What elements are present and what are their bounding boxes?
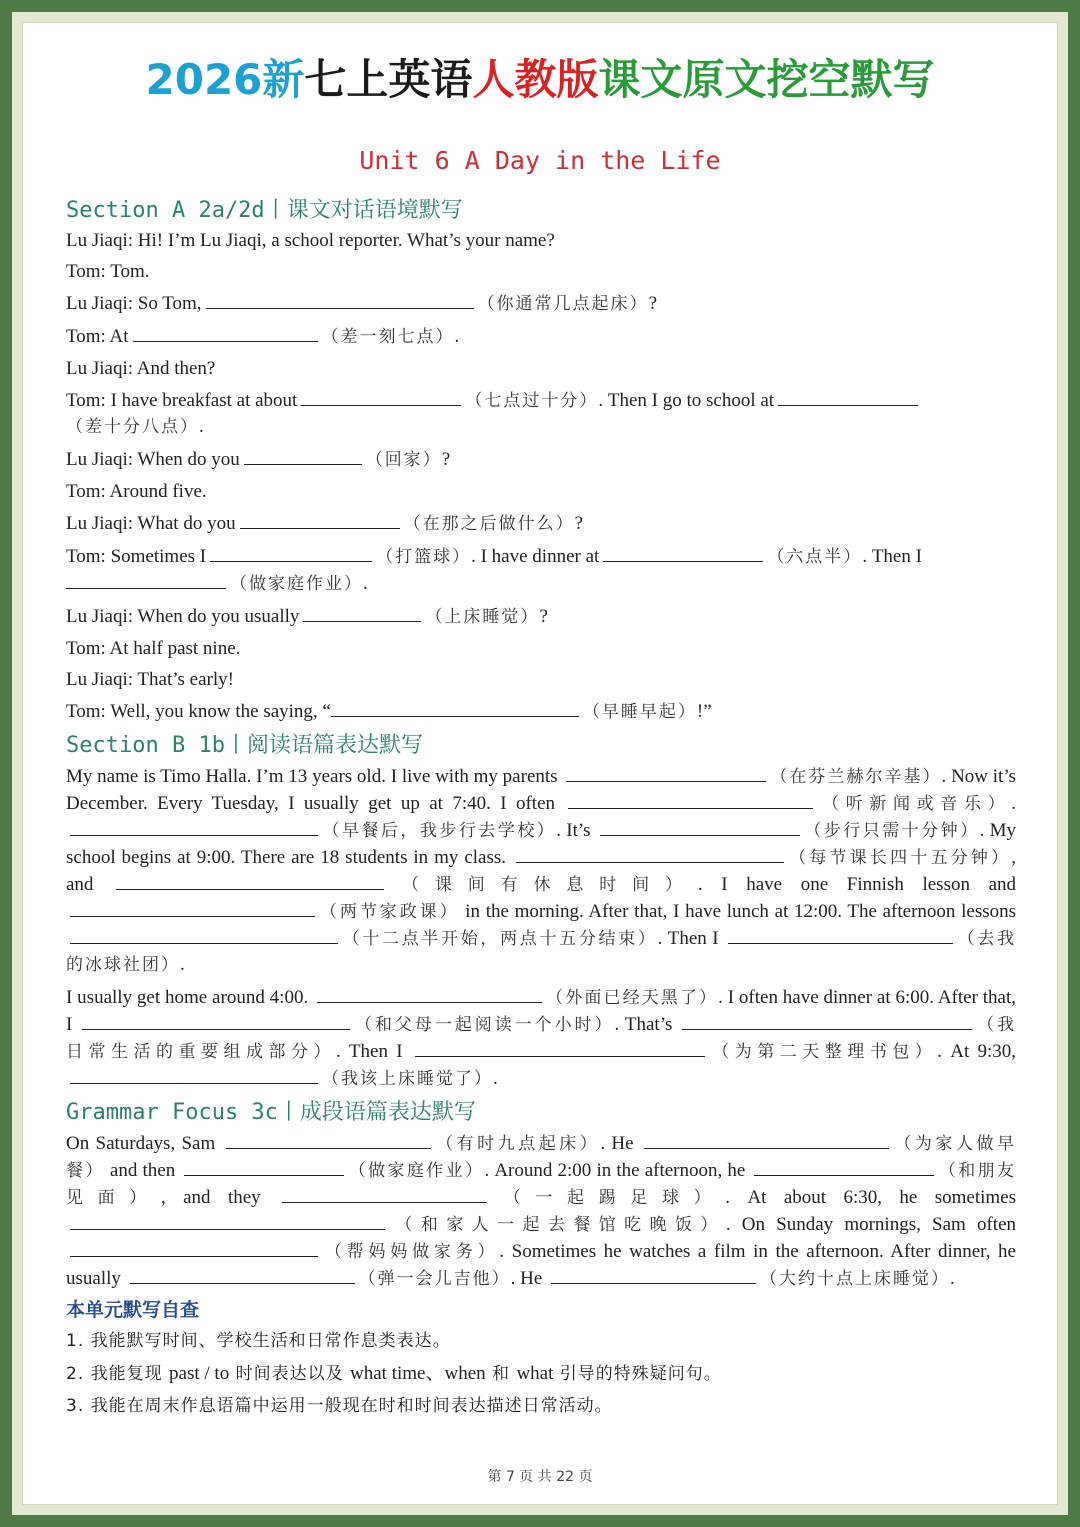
text: !” (696, 701, 712, 722)
fill-blank[interactable] (130, 1265, 355, 1284)
section-a-heading-en: Section A 2a/2d (66, 198, 265, 223)
text: . (454, 326, 460, 347)
text: . He (510, 1268, 543, 1289)
hint: （差一刻七点） (321, 327, 455, 347)
text: , and (66, 847, 1017, 895)
text: . At 9:30, (937, 1041, 1017, 1062)
hint: （六点半） (767, 547, 863, 567)
self-check-title: 本单元默写自查 (66, 1299, 200, 1321)
fill-blank[interactable] (210, 543, 372, 562)
worksheet-content (66, 196, 1016, 1426)
hint: （外面已经天黑了） (546, 988, 719, 1008)
dialogue-line: Lu Jiaqi: That’s early! (66, 669, 234, 690)
text: . At about 6:30, he sometimes (725, 1187, 1017, 1208)
text: . That’s (614, 1014, 673, 1035)
fill-blank[interactable] (184, 1157, 344, 1176)
dialogue-line (66, 446, 1016, 473)
hint: （在那之后做什么） (403, 514, 575, 534)
fill-blank[interactable] (116, 871, 384, 890)
hint: （大约十点上床睡觉） (760, 1269, 951, 1289)
dialogue-line: Tom: Around five. (66, 481, 207, 502)
hint: （听新闻或音乐） (817, 794, 1012, 814)
fill-blank[interactable] (133, 323, 318, 342)
text: what (516, 1363, 554, 1384)
fill-blank[interactable] (244, 446, 362, 465)
text: . (199, 416, 204, 437)
text: what time、when (350, 1363, 486, 1384)
page-title (0, 52, 1080, 108)
fill-blank[interactable] (70, 1065, 318, 1084)
grammar-heading-cn: 丨成段语篇表达默写 (277, 1100, 476, 1125)
text: 时间表达以及 (229, 1364, 351, 1384)
fill-blank[interactable] (70, 1211, 385, 1230)
section-b-heading-en: Section B 1b (66, 733, 225, 758)
text: . On Sunday mornings, Sam often (725, 1214, 1016, 1235)
fill-blank[interactable] (70, 1238, 318, 1257)
hint: （步行只需十分钟） (803, 821, 980, 841)
text: . (950, 1268, 955, 1289)
fill-blank[interactable] (415, 1038, 705, 1057)
hint: （上床睡觉） (425, 607, 540, 627)
title-part-subject: 七上英语 (304, 55, 473, 104)
fill-blank[interactable] (226, 1130, 431, 1149)
fill-blank[interactable] (682, 1011, 972, 1030)
fill-blank[interactable] (331, 698, 579, 717)
self-check-item-3: 3. 我能在周末作息语篇中运用一般现在时和时间表达描述日常活动。 (66, 1396, 613, 1416)
fill-blank[interactable] (566, 763, 766, 782)
hint: （和朋友见面） (66, 1161, 1017, 1208)
grammar-heading-en: Grammar Focus 3c (66, 1100, 278, 1125)
text: 2. 我能复现 (66, 1364, 170, 1384)
hint: （七点过十分） (465, 391, 599, 411)
text: ? (574, 513, 584, 534)
reading-paragraph-1 (66, 763, 1016, 978)
text: , and they (160, 1187, 261, 1208)
fill-blank[interactable] (303, 603, 421, 622)
text: 和 (485, 1364, 517, 1384)
text: ? (648, 293, 657, 314)
text: Lu Jiaqi: When do you usually (66, 606, 300, 627)
hint: （在芬兰赫尔辛基） (770, 767, 942, 787)
hint: （课间有休息时间） (388, 875, 698, 895)
text: . Around 2:00 in the afternoon, he (484, 1160, 746, 1181)
text: . He (600, 1133, 634, 1154)
text: in the morning. After that, I have lunch at 12:00. The afternoon lessons (465, 901, 1017, 922)
dialogue-line (66, 323, 1016, 350)
fill-blank[interactable] (644, 1130, 889, 1149)
fill-blank[interactable] (568, 790, 813, 809)
fill-blank[interactable] (70, 817, 318, 836)
fill-blank[interactable] (282, 1184, 487, 1203)
text: . I often have dinner at 6:00. After that, I (66, 987, 1017, 1035)
hint: （去我的冰球社团） (66, 929, 1017, 975)
unit-title: Unit 6 A Day in the Life (359, 146, 721, 175)
hint: （早餐后，我步行去学校） (322, 821, 557, 841)
dialogue-line (66, 603, 1016, 630)
hint: （早睡早起） (582, 702, 697, 722)
fill-blank[interactable] (754, 1157, 934, 1176)
dialogue-line (66, 698, 1016, 725)
hint: （我该上床睡觉了） (322, 1069, 493, 1089)
text: Tom: Sometimes I (66, 546, 207, 567)
text: I usually get home around 4:00. (66, 987, 309, 1008)
text: 引导的特殊疑问句。 (553, 1364, 722, 1384)
hint: （每节课长四十五分钟） (787, 848, 1012, 868)
hint: （我日常生活的重要组成部分） (66, 1015, 1017, 1062)
hint: （回家） (365, 450, 442, 470)
text: On Saturdays, Sam (66, 1133, 216, 1154)
text: . My school begins at 9:00. There are 18 students in my class. (66, 820, 1017, 868)
text: . Then I (862, 546, 922, 567)
section-a-heading-cn: 丨课文对话语境默写 (264, 198, 463, 223)
title-part-topic: 课文原文挖空默写 (598, 55, 935, 104)
hint: （帮妈妈做家务） (322, 1242, 500, 1262)
dialogue-line (66, 290, 1016, 317)
text: . (493, 1068, 498, 1089)
fill-blank[interactable] (206, 290, 474, 309)
fill-blank[interactable] (70, 925, 338, 944)
text: . Sometimes he watches a film in the afternoon. After dinner, he usually (66, 1241, 1016, 1289)
self-check-item-2 (66, 1361, 1016, 1387)
text: . Then I (335, 1041, 403, 1062)
grammar-heading (66, 1098, 1016, 1128)
hint: （为家人做早餐） (66, 1134, 1017, 1181)
hint: （打篮球） (376, 547, 472, 567)
hint: （十二点半开始，两点十五分结束） (342, 929, 658, 949)
hint: （和家人一起去餐馆吃晚饭） (389, 1215, 726, 1235)
text: . (180, 954, 185, 975)
text: and then (109, 1160, 176, 1181)
text: Lu Jiaqi: What do you (66, 513, 236, 534)
reading-paragraph-2 (66, 984, 1016, 1092)
section-a-heading (66, 196, 1016, 226)
dialogue-line (66, 387, 1016, 440)
hint: （做家庭作业） (230, 574, 363, 594)
text: . It’s (556, 820, 591, 841)
text: ? (441, 449, 451, 470)
text: Lu Jiaqi: So Tom, (66, 293, 202, 314)
text: Lu Jiaqi: When do you (66, 449, 240, 470)
text: past / to (169, 1363, 230, 1384)
fill-blank[interactable] (600, 817, 800, 836)
section-b-heading-cn: 丨阅读语篇表达默写 (224, 733, 423, 758)
hint: （你通常几点起床） (477, 294, 649, 314)
section-b-heading (66, 731, 1016, 761)
hint: （做家庭作业） (348, 1161, 485, 1181)
text: . I have dinner at (471, 546, 600, 567)
hint: （差十分八点） (66, 417, 199, 437)
title-part-edition: 人教版 (472, 55, 599, 104)
text: Tom: Well, you know the saying, “ (66, 701, 331, 722)
fill-blank[interactable] (82, 1011, 350, 1030)
text: . I have one Finnish lesson and (697, 874, 1017, 895)
fill-blank[interactable] (317, 984, 542, 1003)
fill-blank[interactable] (240, 510, 400, 529)
hint: （为第二天整理书包） (708, 1042, 938, 1062)
text: . Now it’s December. Every Tuesday, I usually get up at 7:40. I often (66, 766, 1017, 814)
text: . (363, 573, 368, 594)
page-number: 第 7 页 共 22 页 (487, 1469, 593, 1485)
dialogue-line: Lu Jiaqi: Hi! I’m Lu Jiaqi, a school reporter. What’s your name? (66, 230, 555, 251)
grammar-paragraph (66, 1130, 1016, 1292)
fill-blank[interactable] (301, 387, 461, 406)
fill-blank[interactable] (516, 844, 784, 863)
self-check-item-1: 1. 我能默写时间、学校生活和日常作息类表达。 (66, 1331, 451, 1351)
hint: （和父母一起阅读一个小时） (354, 1015, 615, 1035)
text: My name is Timo Halla. I’m 13 years old. I live with my parents (66, 766, 558, 787)
text: . (1011, 793, 1017, 814)
fill-blank[interactable] (603, 543, 763, 562)
fill-blank[interactable] (70, 898, 315, 917)
fill-blank[interactable] (66, 570, 226, 589)
fill-blank[interactable] (728, 925, 953, 944)
hint: （一起踢足球） (491, 1188, 726, 1208)
hint: （两节家政课） (319, 902, 460, 922)
text: . Then I go to school at (598, 390, 775, 411)
text: . Then I (657, 928, 719, 949)
fill-blank[interactable] (778, 387, 918, 406)
dialogue-line (66, 543, 1016, 597)
dialogue-line: Lu Jiaqi: And then? (66, 358, 216, 379)
hint: （弹一会儿吉他） (358, 1269, 511, 1289)
hint: （有时九点起床） (434, 1134, 601, 1154)
text: ? (539, 606, 548, 627)
dialogue-line (66, 510, 1016, 537)
title-part-year: 2026新 (145, 55, 305, 104)
text: Tom: I have breakfast at about (66, 390, 298, 411)
text: Tom: At (66, 326, 129, 347)
fill-blank[interactable] (551, 1265, 756, 1284)
dialogue-line: Tom: At half past nine. (66, 638, 241, 659)
dialogue-line: Tom: Tom. (66, 261, 150, 282)
